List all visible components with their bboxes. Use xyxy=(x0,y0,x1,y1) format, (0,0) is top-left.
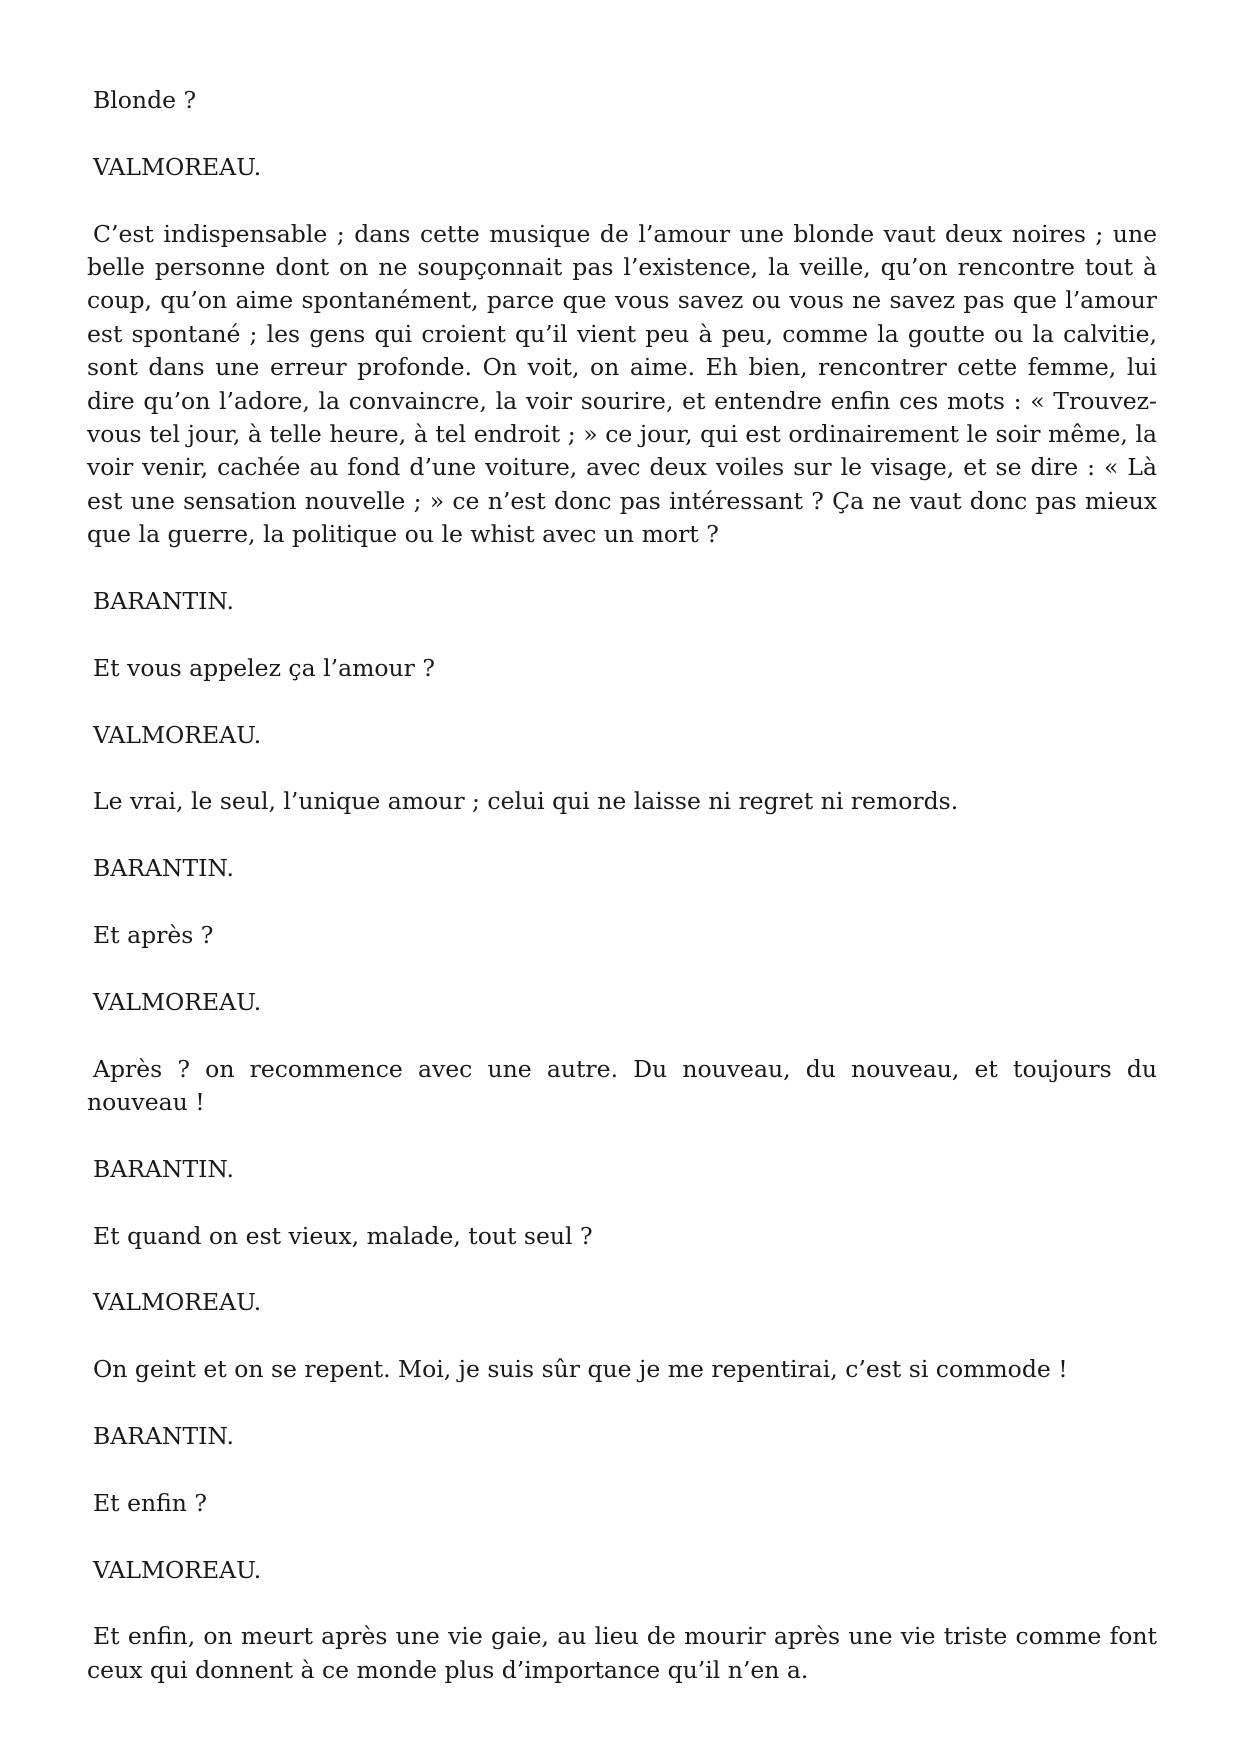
dialogue-line: Et après ? xyxy=(93,921,214,950)
speaker-name: VALMOREAU. xyxy=(93,1555,262,1584)
speaker-name: BARANTIN. xyxy=(93,854,234,883)
dialogue-line: Après ? on recommence avec une autre. Du nouveau, du nouveau, et toujours du nouveau ! xyxy=(87,1054,1157,1117)
dialogue-line: On geint et on se repent. Moi, je suis sûr que je me repentirai, c’est si commode ! xyxy=(93,1355,1068,1384)
speaker-name: VALMOREAU. xyxy=(93,152,262,181)
dialogue-line: Et enfin ? xyxy=(93,1488,207,1517)
dialogue-line: Et enfin, on meurt après une vie gaie, au lieu de mourir après une vie triste comme font ceux qui donnent à ce monde plus d’importance qu’il n’en a. xyxy=(87,1622,1157,1684)
dialogue-line: Et vous appelez ça l’amour ? xyxy=(93,653,435,682)
dialogue-text xyxy=(87,84,1157,1721)
speaker-name: VALMOREAU. xyxy=(93,720,262,749)
dialogue-line: Et quand on est vieux, malade, tout seul ? xyxy=(93,1221,593,1250)
speaker-name: VALMOREAU. xyxy=(93,1288,262,1317)
dialogue-line: C’est indispensable ; dans cette musique de l’amour une blonde vaut deux noires ; une belle personne dont on ne soupçonnait pas l’existence, la veille, qu’on rencontre tout à coup, qu’on aime spontanément, parce que vous savez ou vous ne savez pas que l’amour est spontané ; les gens qui croient qu’il vient peu à peu, comme la goutte ou la calvitie, sont dans une erreur profonde. On voit, on aime. Eh bien, rencontrer cette femme, lui dire qu’on l’adore, la convaincre, la voir sourire, et entendre enfin ces mots : « Trouvez-vous tel jour, à telle heure, à tel endroit ; » ce jour, qui est ordinairement le soir même, la voir venir, cachée au fond d’une voiture, avec deux voiles sur le visage, et se dire : « Là est une sensation nouvelle ; » ce n’est donc pas intéressant ? Ça ne vaut donc pas mieux que la guerre, la politique ou le whist avec un mort ? xyxy=(87,219,1157,549)
speaker-name: VALMOREAU. xyxy=(93,987,262,1016)
speaker-name: BARANTIN. xyxy=(93,1422,234,1451)
speaker-name: BARANTIN. xyxy=(93,1154,234,1183)
dialogue-line: Le vrai, le seul, l’unique amour ; celui qui ne laisse ni regret ni remords. xyxy=(93,787,959,816)
speaker-name: BARANTIN. xyxy=(93,587,234,616)
dialogue-line: Blonde ? xyxy=(93,86,197,114)
